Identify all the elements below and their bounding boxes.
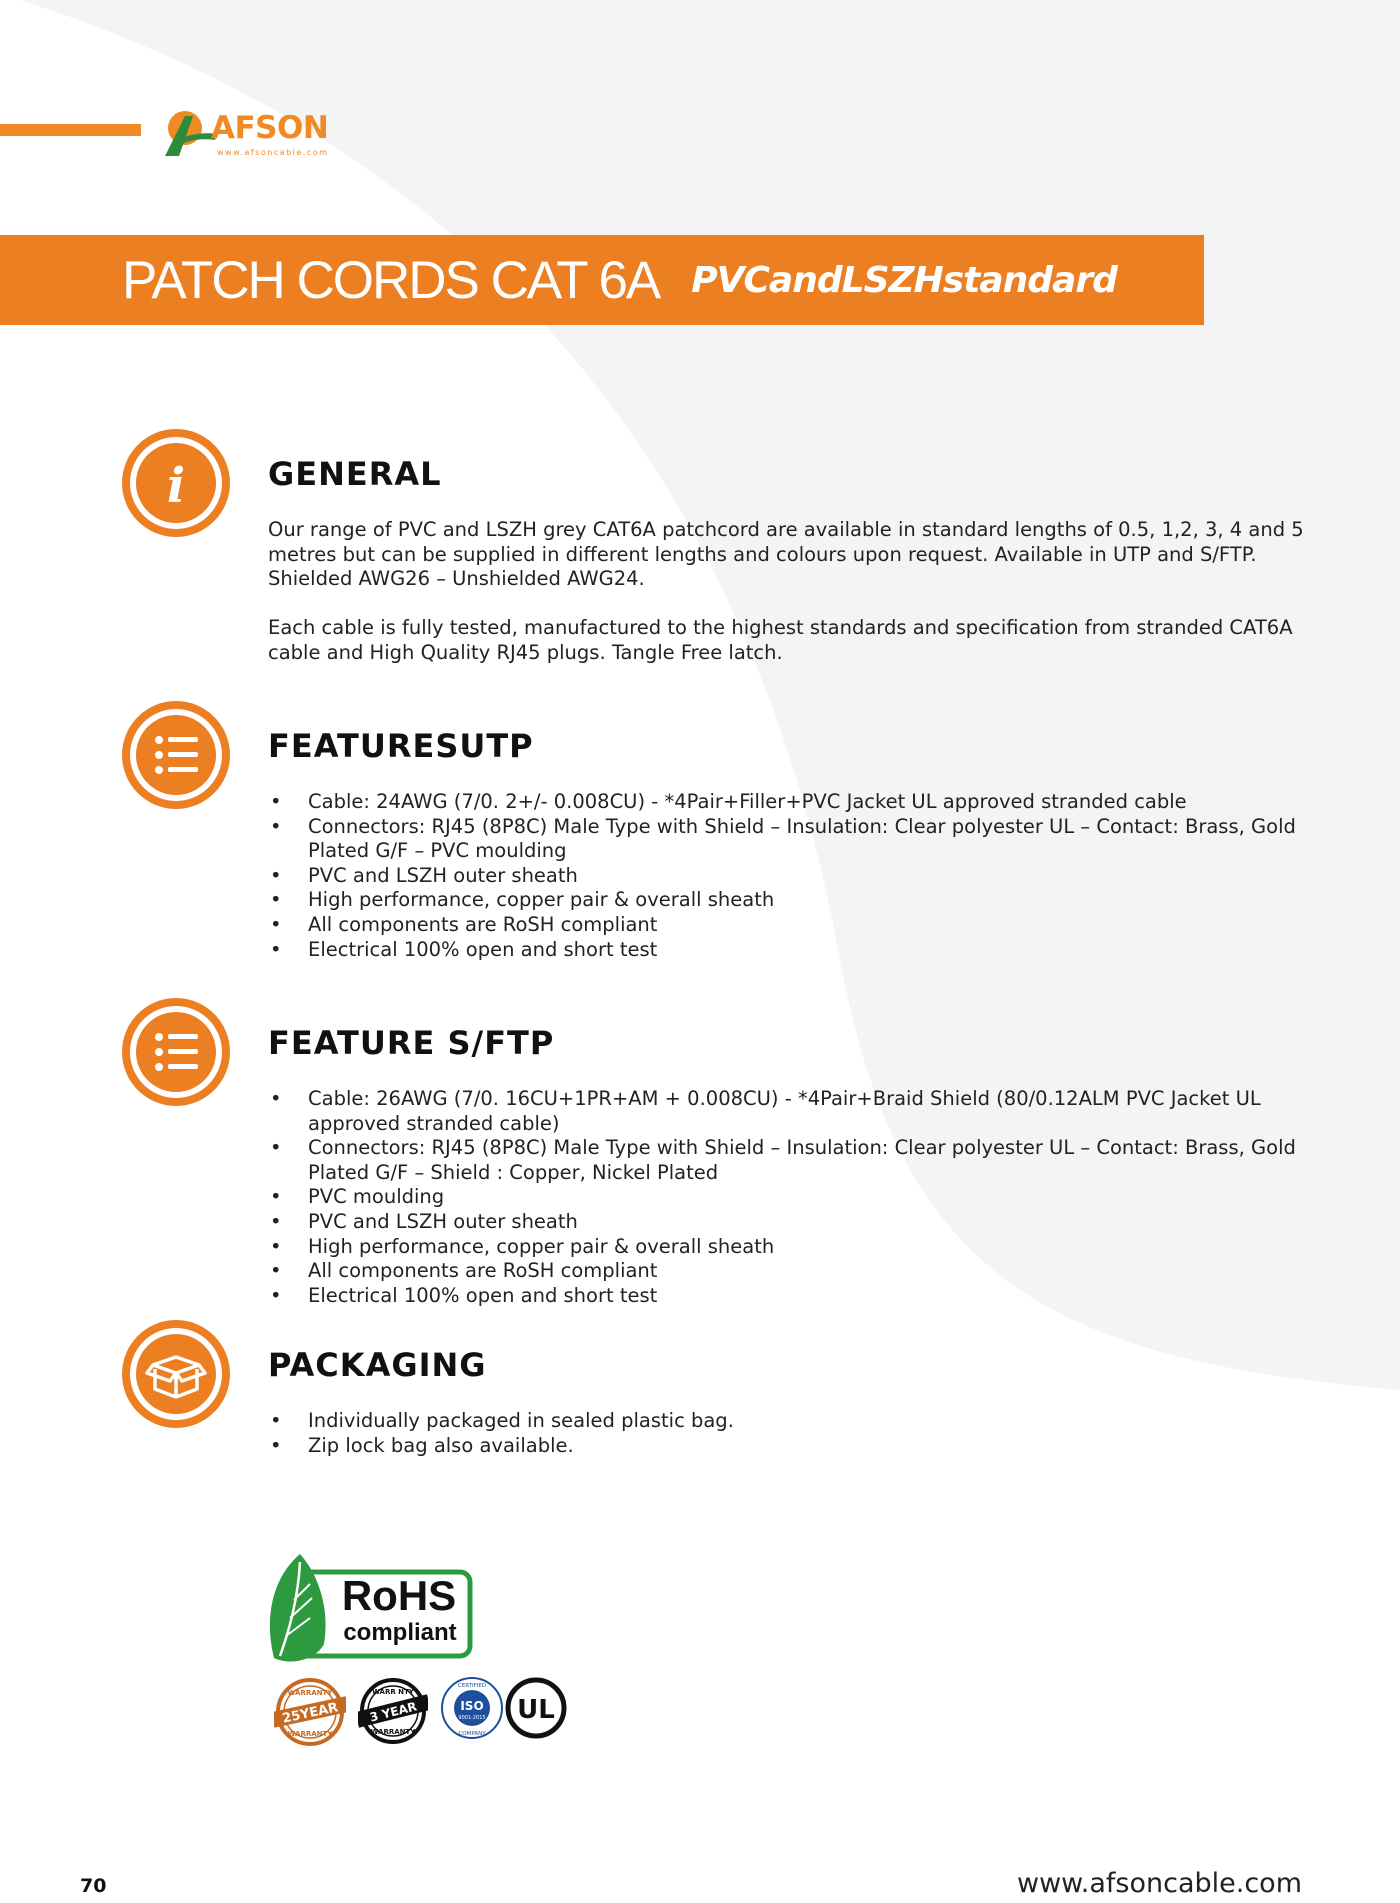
list-item: • Connectors: RJ45 (8P8C) Male Type with Shield – Insulation: Clear polyester UL – Contact: Brass, Gold Plated G/F – Shield : Copper, Nickel Plated [268,1136,1318,1185]
features-utp-list [268,790,1318,962]
info-icon [121,428,231,538]
list-item: • Electrical 100% open and short test [268,938,1318,963]
svg-text:25YEAR: 25YEAR [281,1700,340,1727]
general-paragraph: Each cable is fully tested, manufactured to the highest standards and specification from stranded CAT6A cable and High Quality RJ45 plugs. Tangle Free latch. [268,616,1293,664]
list-item: • PVC and LSZH outer sheath [268,864,1318,889]
general-body [268,518,1308,666]
list-item: • High performance, copper pair & overall sheath [268,1235,1318,1260]
svg-text:CERTIFIED: CERTIFIED [457,1683,487,1689]
svg-text:3 YEAR: 3 YEAR [368,1699,419,1725]
box-icon [121,1319,231,1429]
page-number: 70 [80,1875,107,1897]
packaging-list [268,1409,1318,1458]
general-paragraph: Our range of PVC and LSZH grey CAT6A patchcord are available in standard lengths of 0.5, 1,2, 3, 4 and 5 metres but can be supplied in different lengths and colours upon request. Available in UTP and S/FTP. Shielded AWG26 – Unshielded AWG24. [268,518,1304,591]
svg-text:WARRANTY: WARRANTY [370,1728,416,1736]
afson-logo[interactable] [163,104,338,160]
list-item: • Cable: 26AWG (7/0. 16CU+1PR+AM + 0.008CU) - *4Pair+Braid Shield (80/0.12ALM PVC Jacket UL approved stranded cable) [268,1087,1318,1136]
features-sftp-heading: FEATURE S/FTP [268,1024,555,1062]
list-item: • High performance, copper pair & overall sheath [268,888,1318,913]
list-item: • Electrical 100% open and short test [268,1284,1318,1309]
svg-text:i: i [166,458,186,514]
list-icon [121,700,231,810]
features-utp-heading: FEATURESUTP [268,727,534,765]
features-sftp-list [268,1087,1318,1308]
svg-text:WARRANTY: WARRANTY [287,1730,333,1738]
svg-text:COMPANY: COMPANY [458,1731,486,1737]
footer-website-link[interactable]: www.afsoncable.com [1017,1868,1302,1899]
svg-text:UL: UL [517,1695,555,1725]
title-banner [0,235,1204,325]
packaging-heading: PACKAGING [268,1346,487,1384]
25-year-warranty-badge [274,1676,346,1748]
list-icon [121,997,231,1107]
list-item: • Zip lock bag also available. [268,1434,1318,1459]
svg-text:WARR NTY: WARR NTY [372,1688,414,1696]
rohs-title: RoHS [341,1572,457,1619]
list-item: • Cable: 24AWG (7/0. 2+/- 0.008CU) - *4Pair+Filler+PVC Jacket UL approved stranded cable [268,790,1318,815]
list-item: • PVC moulding [268,1185,1318,1210]
list-item: • All components are RoSH compliant [268,1259,1318,1284]
iso-certified-badge [440,1676,504,1740]
3-year-warranty-badge [358,1676,428,1746]
svg-text:9001:2015: 9001:2015 [458,1715,486,1721]
list-item: • All components are RoSH compliant [268,913,1318,938]
ul-badge [504,1676,568,1740]
rohs-subtitle: compliant [343,1619,457,1646]
logo-wordmark: AFSON [211,110,329,146]
page-title: PATCH CORDS CAT 6A [122,250,660,310]
list-item: • PVC and LSZH outer sheath [268,1210,1318,1235]
svg-text:WARRANTY: WARRANTY [287,1689,333,1697]
svg-text:ISO: ISO [460,1699,484,1713]
general-heading: GENERAL [268,455,442,493]
rohs-compliant-logo [266,1548,474,1670]
page-subtitle: PVCandLSZHstandard [691,259,1117,301]
logo-url: www.afsoncable.com [217,148,329,157]
header-accent-line [0,124,141,136]
list-item: • Individually packaged in sealed plastic bag. [268,1409,1318,1434]
list-item: • Connectors: RJ45 (8P8C) Male Type with Shield – Insulation: Clear polyester UL – Contact: Brass, Gold Plated G/F – PVC moulding [268,815,1318,864]
